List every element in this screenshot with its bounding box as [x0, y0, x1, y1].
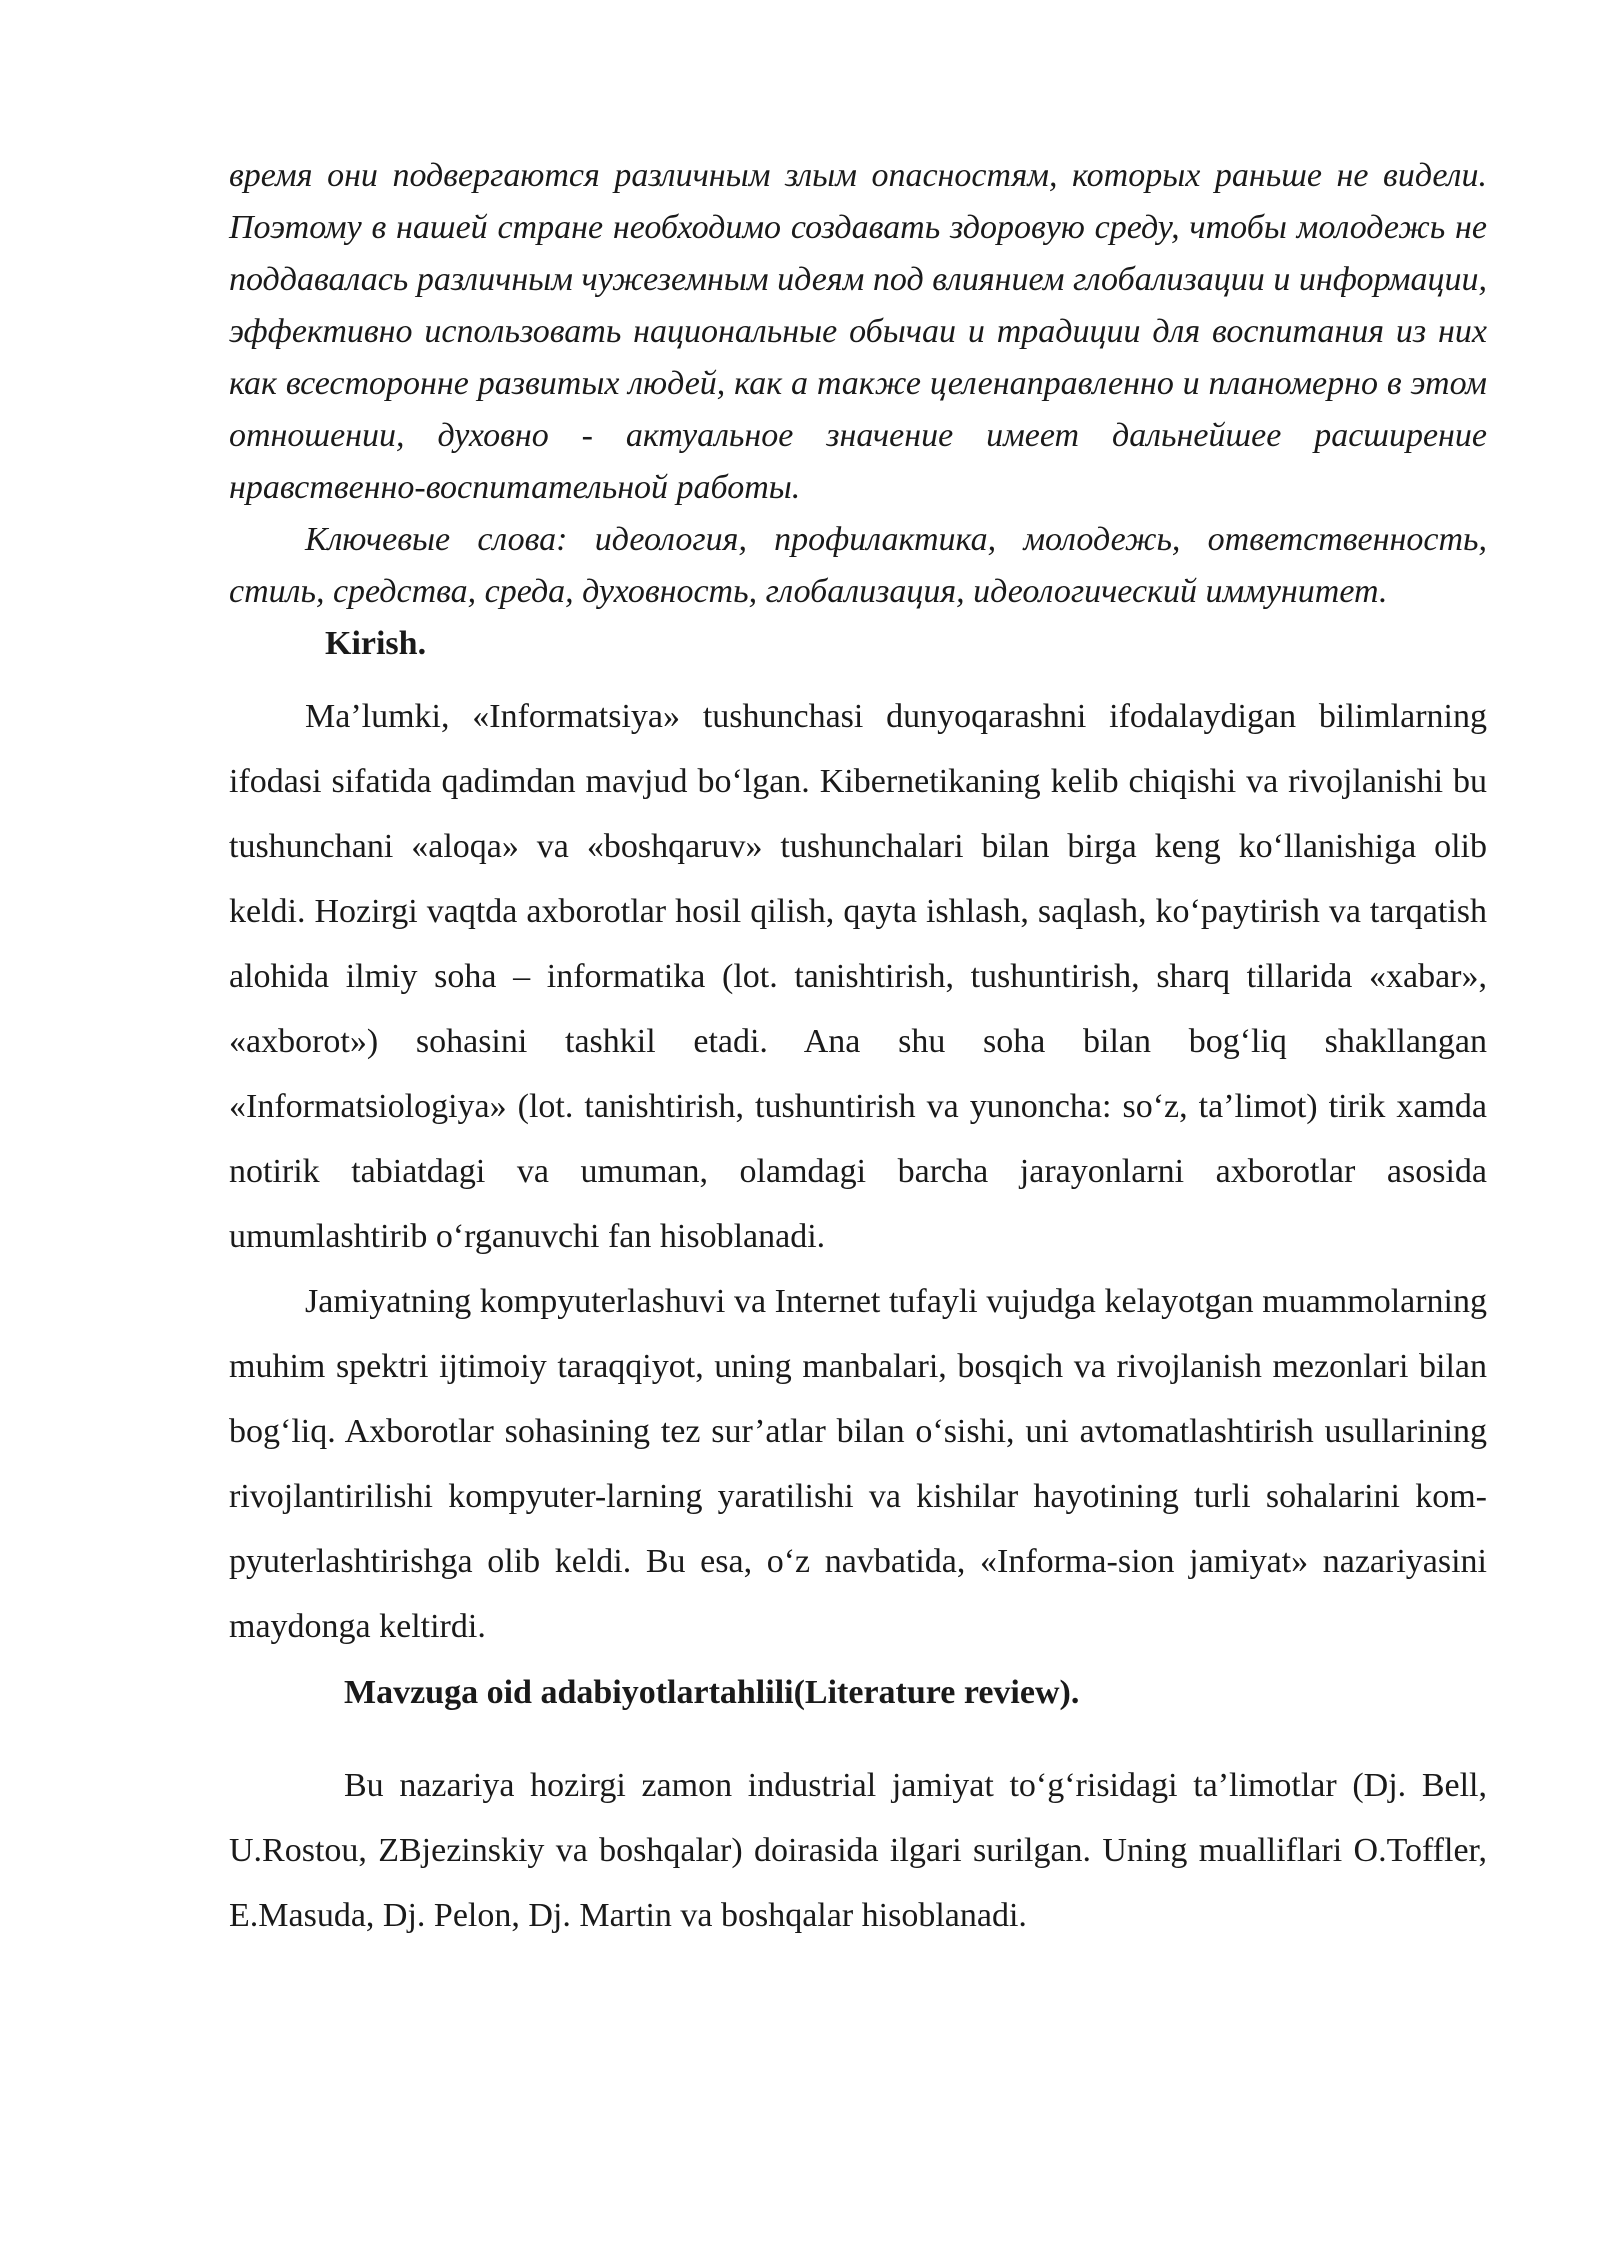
document-page	[229, 150, 1487, 1948]
section-heading-intro: Kirish.	[325, 625, 427, 662]
section-heading-literature-review: Mavzuga oid adabiyotlartahlili(Literature review).	[344, 1674, 1080, 1711]
intro-paragraph-1: Ma’lumki, «Informatsiya» tushunchasi dunyoqarashni ifodalaydigan bilimlarning ifodasi sifatida qadimdan mavjud bo‘lgan. Kibernetikaning kelib chiqishi va rivojlanishi bu tushunchani «aloqa» va «boshqaruv» tushunchalari bilan birga keng ko‘llanishiga olib keldi. Hozirgi vaqtda axborotlar hosil qilish, qayta ishlash, saqlash, ko‘paytirish va tarqatish alohida ilmiy soha – informatika (lot. tanishtirish, tushuntirish, sharq tillarida «xabar», «axborot») sohasini tashkil etadi. Ana shu soha bilan bog‘liq shakllangan «Informatsiologiya» (lot. tanishtirish, tushuntirish va yunoncha: so‘z, ta’limot) tirik xamda notirik tabiatdagi va umuman, olamdagi barcha jarayonlarni axborotlar asosida umumlashtirib o‘rganuvchi fan hisoblanadi.	[229, 698, 1487, 1255]
abstract-text: время они подвергаются различным злым опасностям, которых раньше не видели. Поэтому в нашей стране необходимо создавать здоровую среду, чтобы молодежь не поддавалась различным чужеземным идеям под влиянием глобализации и информации, эффективно использовать национальные обычаи и традиции для воспитания из них как всесторонне развитых людей, как а также целенаправленно и планомерно в этом отношении, духовно - актуальное значение имеет дальнейшее расширение нравственно-воспитательной работы.	[229, 157, 1487, 506]
keywords-text: Ключевые слова: идеология, профилактика, молодежь, ответственность, стиль, средства, среда, духовность, глобализация, идеологический иммунитет.	[229, 521, 1487, 610]
review-paragraph-1: Bu nazariya hozirgi zamon industrial jamiyat to‘g‘risidagi ta’limotlar (Dj. Bell, U.Rostou, ZBjezinskiy va boshqalar) doirasida ilgari surilgan. Uning mualliflari O.Toffler, E.Masuda, Dj. Pelon, Dj. Martin va boshqalar hisoblanadi.	[229, 1767, 1487, 1934]
intro-paragraph-2: Jamiyatning kompyuterlashuvi va Internet tufayli vujudga kelayotgan muammolarning muhim spektri ijtimoiy taraqqiyot, uning manbalari, bosqich va rivojlanish mezonlari bilan bog‘liq. Axborotlar sohasining tez sur’atlar bilan o‘sishi, uni avtomatlashtirish usullarining rivojlantirilishi kompyuter-larning yaratilishi va kishilar hayotining turli sohalarini kom-pyuterlashtirishga olib keldi. Bu esa, o‘z navbatida, «Informa-sion jamiyat» nazariyasini maydonga keltirdi.	[229, 1283, 1487, 1645]
